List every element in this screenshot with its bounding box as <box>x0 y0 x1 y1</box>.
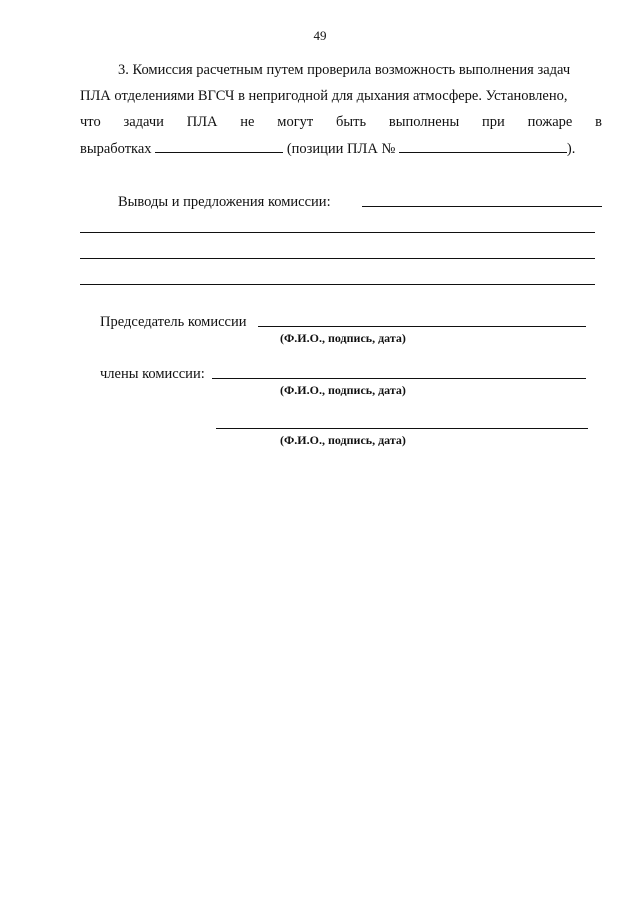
word: быть <box>336 114 367 130</box>
word: задачи <box>123 114 164 130</box>
workings-label: выработках <box>80 141 152 157</box>
closing-text: ). <box>566 141 576 157</box>
word: в <box>595 114 602 130</box>
pla-position-blank-field[interactable] <box>399 138 567 153</box>
members-label: члены комиссии: <box>100 366 205 382</box>
word: что <box>80 114 101 130</box>
word: могут <box>277 114 314 130</box>
conclusions-label: Выводы и предложения комиссии: <box>118 194 331 210</box>
member2-caption: (Ф.И.О., подпись, дата) <box>280 433 406 447</box>
section3-line2: ПЛА отделениями ВГСЧ в непригодной для дыхания атмосфере. Установлено, <box>80 88 568 104</box>
word: при <box>482 114 505 130</box>
conclusions-line-2[interactable] <box>80 258 595 259</box>
conclusions-line-3[interactable] <box>80 284 595 285</box>
word: не <box>240 114 255 130</box>
chairman-signature-field[interactable] <box>258 326 586 327</box>
member1-caption: (Ф.И.О., подпись, дата) <box>280 383 406 397</box>
member1-signature-field[interactable] <box>212 378 586 379</box>
word: ПЛА <box>186 114 218 130</box>
page-number: 49 <box>313 28 327 43</box>
conclusions-blank-field[interactable] <box>362 206 602 207</box>
member2-signature-field[interactable] <box>216 428 588 429</box>
word: пожаре <box>527 114 573 130</box>
section3-line3 <box>80 112 602 132</box>
workings-blank-field[interactable] <box>155 138 283 153</box>
section3-line4 <box>80 138 602 158</box>
pla-position-label: (позиции ПЛА № <box>286 141 396 157</box>
conclusions-line-1[interactable] <box>80 232 595 233</box>
chairman-caption: (Ф.И.О., подпись, дата) <box>280 331 406 345</box>
section3-line1: 3. Комиссия расчетным путем проверила возможность выполнения задач <box>118 62 571 78</box>
chairman-label: Председатель комиссии <box>100 314 247 330</box>
word: выполнены <box>388 114 460 130</box>
